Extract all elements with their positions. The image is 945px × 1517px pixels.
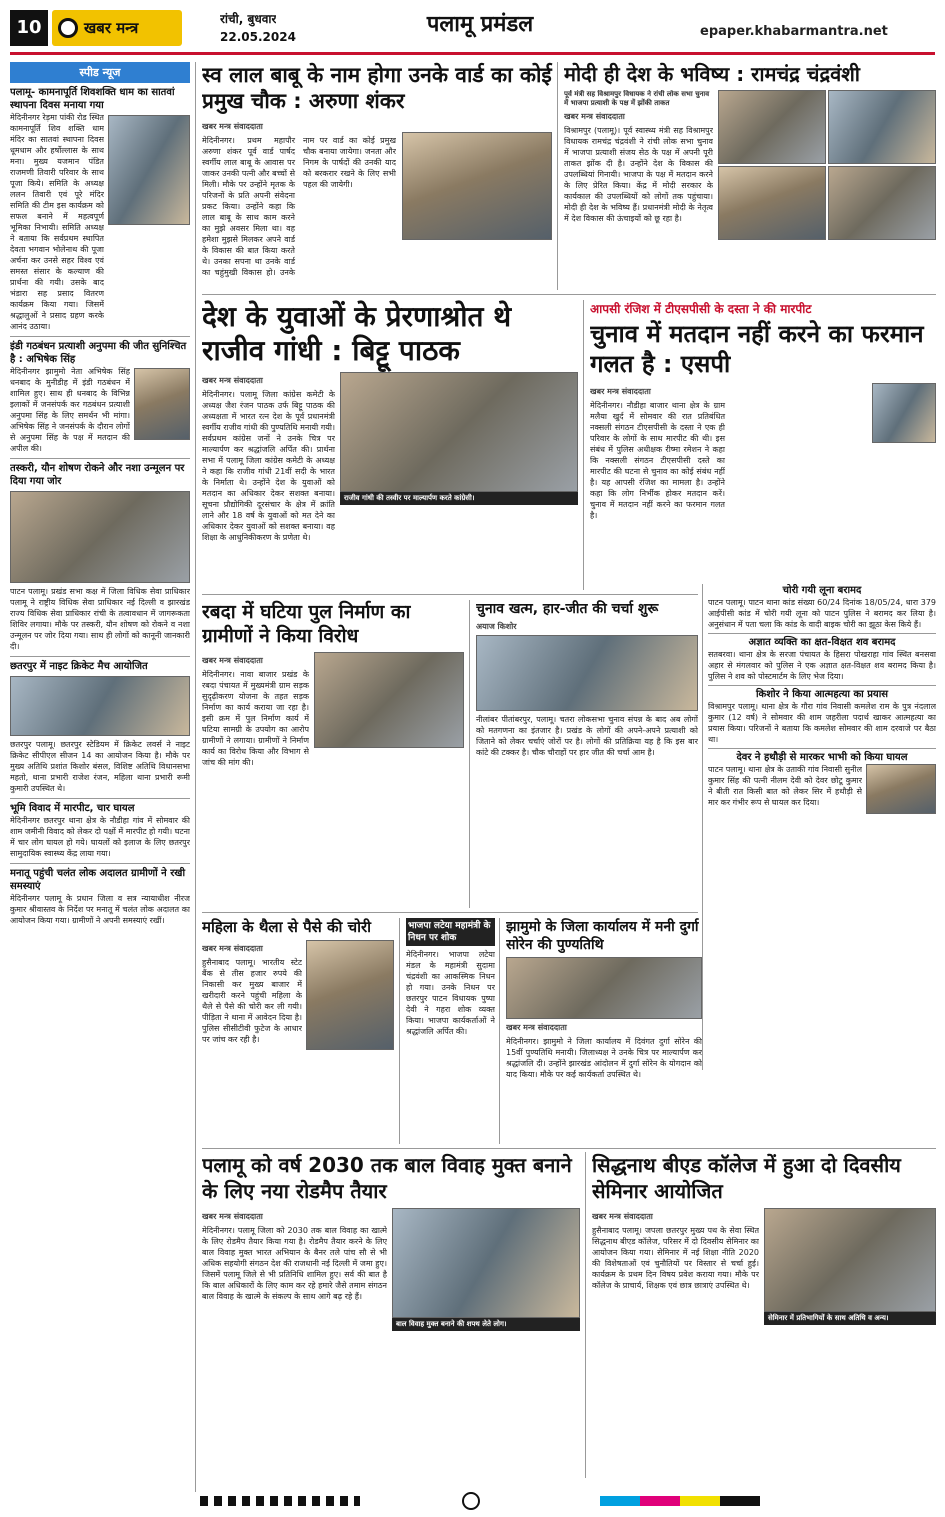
story-bridge [202, 600, 470, 908]
cricket-photo [10, 676, 190, 736]
row-divider-4 [202, 1148, 936, 1149]
brief-luna [708, 584, 936, 630]
hammer-photo [866, 764, 936, 814]
election-photo [476, 635, 698, 711]
seminar-caption: सेमिनार में प्रतिभागियों के साथ अतिथि व अन्य। [764, 1312, 936, 1325]
collage-photo-3 [718, 166, 826, 240]
story-lal-babu-headline: स्व लाल बाबू के नाम होगा उनके वार्ड का कोई प्रमुख चौक : अरुणा शंकर [202, 63, 552, 113]
bridge-photo [314, 652, 464, 748]
story-land-dispute-body: मेदिनीनगर छतरपुर थाना क्षेत्र के नौडीहा गांव में सोमवार की शाम जमीनी विवाद को लेकर दो पक्षों में मारपीट हो गयी। घटना में चार लोग घायल हो गये। घायलों को इलाज के लिए छतरपुर सामुदायिक स्वास्थ्य केंद्र लाया गया। [10, 816, 190, 858]
story-sp-kicker: आपसी रंजिश में टीएसपीसी के दस्ता ने की मारपीट [590, 302, 812, 316]
brief-suicide-attempt-title: किशोर ने किया आत्महत्या का प्रयास [755, 689, 889, 700]
story-sp-byline: खबर मन्त्र संवाददाता [590, 387, 651, 396]
story-rajiv-gandhi [202, 300, 584, 590]
story-jmm-byline: खबर मन्त्र संवाददाता [506, 1023, 567, 1032]
story-seminar-body: हुसैनाबाद पलामू। जपला छतरपुर मुख्य पथ के सेवा स्थित सिद्धनाथ बीएड कॉलेज, परिसर में दो दिवसीय सेमिनार का आयोजन किया गया। सेमिनार में नई शिक्षा नीति 2020 की विशेषताओं एवं चुनौतियों पर विस्तार से चर्चा हुई। कार्यक्रम के प्रथम दिन विषय प्रवेश कराया गया। मौके पर कॉलेज के प्राचार्य, शिक्षक एवं छात्र छात्राएं उपस्थित थे। [592, 1226, 759, 1290]
seminar-photo [764, 1208, 936, 1312]
footer-color-bar-left [200, 1496, 360, 1506]
brief-luna-title: चोरी गयी लूना बरामद [782, 585, 862, 596]
story-lal-babu [202, 62, 558, 290]
story-bjp-headline: भाजपा लटेया महामंत्री के निधन पर शोक [406, 918, 495, 946]
sp-photo [872, 383, 936, 443]
story-election [476, 600, 698, 908]
story-sp-body: मेदिनीनगर। नौडीहा बाजार थाना क्षेत्र के ग्राम मलैया खुर्द में सोमवार की रात प्रतिबंधित नक्सली संगठन टीएसपीसी के दस्ता ने एक ही परिवार के लोगों के साथ मारपीट की थी। इस संबंध में पुलिस अधीक्षक रीष्मा रमेशन ने कहा कि नक्सली संगठन टीएसपीसी दस्ते का मारपीट की घटना से चुनाव का कोई संबंध नहीं है। यह आपसी रंजिश का मामला है। उन्होंने कहा कि लोग निर्भीक होकर मतदान करें। चुनाव में मतदान नहीं करने का फरमान गलत है। [590, 401, 725, 520]
story-bridge-headline: रबदा में घटिया पुल निर्माण का ग्रामीणों ने किया विरोध [202, 601, 411, 647]
row-divider-2 [202, 594, 698, 595]
story-legal-camp-body: पाटन पलामू। प्रखंड सभा कक्ष में जिला विधिक सेवा प्राधिकार पलामू ने राष्ट्रीय विधिक सेवा प्राधिकार नई दिल्ली व झारखंड राज्य विधिक सेवा प्राधिकार रांची के तत्वावधान में जागरूकता शिविर लगाया। मौके पर तस्करी, यौन शोषण को रोकने व नशा उन्मूलन पर जोर दिया गया। साथ ही लोगों को कानूनी जानकारी दी। [10, 587, 190, 651]
story-child-marriage [202, 1152, 586, 1478]
header-date: 22.05.2024 [220, 30, 296, 44]
story-child-marriage-body: मेदिनीनगर। पलामू जिला को 2030 तक बाल विवाह का खात्मे के लिए रोडमैप तैयार किया गया है। रोडमैप तैयार करने के लिए बाल विवाह मुक्त भारत अभियान के बैनर तले पांच सौ से भी अधिक सहयोगी संगठन देश की राजधानी नई दिल्ली में जमा हुए। जिसमें पलामू जिले से भी प्रतिनिधि शामिल हुए। सर्व की बात है कि बाल अधिकारों के लिए काम कर रहे हमारे जैसे तमाम संगठन बाल विवाह के खात्मे के संकल्प के साथ आगे बढ़ रहे हैं। [202, 1226, 387, 1301]
seminar-photo-block [764, 1208, 936, 1325]
story-modi-future-headline: मोदी ही देश के भविष्य : रामचंद्र चंद्रवंशी [564, 62, 860, 86]
brief-suicide-attempt [708, 685, 936, 745]
story-lok-adalat-title: मनातू पहुंची चलंत लोक अदालत ग्रामीणों ने रखी समस्याएं [10, 868, 186, 892]
story-bjp [406, 918, 500, 1144]
story-theft-headline: महिला के थैला से पैसे की चोरी [202, 918, 372, 936]
story-anupama-title: इंडी गठबंधन प्रत्याशी अनुपमा की जीत सुनिश्चित है : अभिषेक सिंह [10, 341, 187, 365]
child-marriage-caption: बाल विवाह मुक्त बनाने की शपथ लेते लोग। [392, 1318, 580, 1331]
story-rajiv-gandhi-body: मेदिनीनगर। पलामू जिला कांग्रेस कमेटी के अध्यक्ष जैश रंजन पाठक उर्फ बिट्टू पाठक की अध्यक्षता में भारत रत्न देश के पूर्व प्रधानमंत्री स्वर्गीय राजीव गांधी की पुण्यतिथि मनायी गयी। सर्वप्रथम कांग्रेस जनों ने उनके चित्र पर माल्यार्पण कर श्रद्धांजलि अर्पित की। प्रार्थना सभा में पलामू जिला कांग्रेस कमेटी के अध्यक्ष ने कहा कि राजीव गांधी 21वीं सदी के भारत के निर्माता थे। उन्होंने देश के युवाओं को मतदान का अधिकार देकर सशक्त बनाया। सूचना प्रौद्योगिकी दूरसंचार के क्षेत्र में क्रांति लाने और 18 वर्ष के युवाओं को मत देने का अधिकार देकर युवाओं को सशक्त बनाया। वह शिक्षा के आधुनिकीकरण के प्रणेता थे। [202, 390, 335, 542]
collage-photo-1 [718, 90, 826, 164]
section-title: पलामू प्रमंडल [426, 12, 534, 37]
brand-logo [52, 10, 182, 46]
story-election-headline: चुनाव खत्म, हार-जीत की चर्चा शुरू [476, 601, 659, 617]
story-bridge-body: मेदिनीनगर। नावा बाजार प्रखंड के रबदा पंचायत में मुख्यमंत्री ग्राम सड़क सुदृढ़ीकरण योजना के तहत सड़क निर्माण का कार्य कराया जा रहा है। इसी क्रम में पुल निर्माण कार्य में घटिया सामग्री के उपयोग का आरोप ग्रामीणों ने लगाया। ग्रामीणों ने निर्माण कार्य का विरोध किया और विभाग से जांच की मांग की। [202, 670, 309, 767]
story-seminar-headline: सिद्धनाथ बीएड कॉलेज में हुआ दो दिवसीय सेमिनार आयोजित [592, 1153, 901, 1203]
story-temple-title: पलामू- कामनापूर्ति शिवशक्ति धाम का सातवां स्थापना दिवस मनाया गया [10, 87, 175, 111]
brief-body-found-title: अज्ञात व्यक्ति का क्षत-विक्षत शव बरामद [748, 637, 896, 648]
story-cricket [10, 656, 190, 794]
story-temple [10, 86, 190, 332]
story-modi-future-body: विश्रामपुर (पलामू)। पूर्व स्वास्थ्य मंत्री सह विश्रामपुर विधायक रामचंद्र चंद्रवंशी ने रांची लोक सभा चुनाव में भाजपा प्रत्याशी संजय सेठ के पक्ष में अपनी पूरी ताकत झोंक दी है। उन्होंने देश के विकास की उपलब्धियां गिनायी। भाजपा के पक्ष में मतदान करने के लिए प्रेरित किया। केंद्र में मोदी सरकार के कार्यकाल की उपलब्धियों को लोगों तक पहुंचाया। मोदी ही देश के भविष्य हैं। प्रधानमंत्री मोदी के नेतृत्व में देश विकास की ऊंचाइयों को छू रहा है। [564, 126, 713, 223]
brief-hammer-attack [708, 748, 936, 814]
right-briefs [702, 584, 936, 1070]
story-rajiv-gandhi-byline: खबर मन्त्र संवाददाता [202, 376, 263, 385]
rajiv-photo-block [340, 372, 578, 505]
left-column [10, 62, 196, 1492]
story-land-dispute-title: भूमि विवाद में मारपीट, चार घायल [10, 803, 135, 814]
child-marriage-photo-block [392, 1208, 580, 1331]
page-header [0, 0, 945, 56]
story-jmm [506, 918, 702, 1144]
story-legal-camp [10, 458, 190, 652]
collage-photo-4 [828, 166, 936, 240]
row-divider-3 [202, 912, 698, 913]
story-seminar-byline: खबर मन्त्र संवाददाता [592, 1212, 653, 1221]
story-sp-headline: चुनाव में मतदान नहीं करने का फरमान गलत है : एसपी [590, 320, 924, 378]
brief-hammer-attack-title: देवर ने हथौड़ी से मारकर भाभी को किया घायल [736, 752, 908, 763]
legal-camp-photo [10, 491, 190, 583]
story-child-marriage-headline: पलामू को वर्ष 2030 तक बाल विवाह मुक्त बनाने के लिए नया रोडमैप तैयार [202, 1153, 572, 1203]
story-sp-statement [590, 300, 936, 580]
story-lal-babu-body: मेदिनीनगर। प्रथम महापौर अरुणा शंकर पूर्व वार्ड पार्षद स्वर्गीय लाल बाबू के आवास पर जाकर उनकी पत्नी और बच्चों से मिली। मौके पर उन्होंने मृतक के परिजनों के प्रति अपनी संवेदना प्रकट किया। उन्होंने कहा कि लाल बाबू के साथ काम करने का मुझे अवसर मिला था। वह हमेशा मुझसे मिलकर अपने वार्ड के विकास की बात किया करते थे। उनका सपना था उनके वार्ड का चहुंमुखी विकास हो। उनके नाम पर वार्ड का कोई प्रमुख चौक बनाया जायेगा। जनता और निगम के पार्षदों की उनकी याद को बरकरार रखने के लिए सभी पहल की जायेगी। [202, 136, 396, 277]
story-rajiv-gandhi-headline: देश के युवाओं के प्रेरणाश्रोत थे राजीव गांधी : बिट्टू पाठक [202, 300, 512, 367]
brief-body-found [708, 633, 936, 682]
brief-body-found-body: सतबरवा। थाना क्षेत्र के सरजा पंचायत के हिसरा पोखराहा गांव स्थित बनसवा अहार से मंगलवार को पुलिस ने एक अज्ञात क्षत-विक्षत शव बरामद किया है। पुलिस ने शव को पोस्टमार्टम के लिए भेज दिया। [708, 650, 936, 681]
story-theft-byline: खबर मन्त्र संवाददाता [202, 944, 263, 953]
story-legal-camp-title: तस्करी, यौन शोषण रोकने और नशा उन्मूलन पर दिया गया जोर [10, 463, 185, 487]
site-url[interactable]: epaper.khabarmantra.net [700, 24, 888, 39]
story-land-dispute [10, 798, 190, 859]
jmm-photo [506, 957, 702, 1019]
story-seminar [592, 1152, 936, 1478]
story-anupama [10, 336, 190, 454]
story-theft [202, 918, 400, 1144]
story-jmm-headline: झामुमो के जिला कार्यालय में मनी दुर्गा सोरेन की पुण्यतिथि [506, 919, 699, 953]
brand-name: खबर मन्त्र [84, 19, 139, 37]
story-bjp-body: मेदिनीनगर। भाजपा लटेया मंडल के महामंत्री सुदामा चंद्रवंशी का आकस्मिक निधन हो गया। उनके निधन पर छतरपुर पाटन विधायक पुष्पा देवी ने गहरा शोक व्यक्त किया। भाजपा कार्यकर्ताओं ने श्रद्धांजलि अर्पित की। [406, 950, 495, 1036]
brand-icon [58, 18, 78, 38]
story-jmm-body: मेदिनीनगर। झामुमो ने जिला कार्यालय में दिवंगत दुर्गा सोरेन की 15वीं पुण्यतिथि मनायी। जिलाध्यक्ष ने उनके चित्र पर माल्यार्पण कर श्रद्धांजलि दी। उन्होंने झारखंड आंदोलन में दुर्गा सोरेन के योगदान को याद किया। मौके पर कई कार्यकर्ता उपस्थित थे। [506, 1037, 702, 1079]
story-temple-body: मेदिनीनगर रेड़मा पांकी रोड स्थित कामनापूर्ति शिव शक्ति धाम मंदिर का सातवां स्थापना दिवस धूमधाम और हर्षोल्लास के साथ मना। मुख्य यजमान पंडित राजमणी तिवारी परिवार के साथ पूजा किये। समिति के अध्यक्ष ललन तिवारी एवं पूरे मंदिर समिति की टीम इस कार्यक्रम को सफल बनाने में महत्वपूर्ण भूमिका निभायी। समिति अध्यक्ष ने बताया कि सर्वप्रथम स्थापित देवता भगवान भोलेनाथ की पूजा अर्चना कर उनसे सहर विश्व एवं समस्त संसार के कल्याण की प्रार्थना की गयी। उसके बाद भंडारा सह प्रसाद वितरण कार्यक्रम किया गया। जिसमें श्रद्धालुओं ने प्रसाद ग्रहण करके आनंद उठाया। [10, 113, 104, 331]
footer-color-bar-right [600, 1496, 760, 1506]
story-election-body: नीलांबर पीतांबरपुर, पलामू। चतरा लोकसभा चुनाव संपन्न के बाद अब लोगों को मतगणना का इंतजार है। प्रखंड के लोगों की अपने-अपने प्रत्याशी को जिताने को लेकर चर्चाएं जोरों पर है। लोगों की प्रतिक्रिया यह है कि इस बार कांटे की टक्कर है। चौक चौराहों पर हार जीत की चर्चा आम है। [476, 715, 698, 757]
story-cricket-body: छतरपुर पलामू। छतरपुर स्टेडियम में क्रिकेट लवर्स ने नाइट क्रिकेट सीपीएल सीजन 14 का आयोजन किया है। मौके पर मुख्य अतिथि प्रशांत किशोर बंसल, विशिष्ट अतिथि विधानसभा महतो, थाना प्रभारी राजेश रंजन, महिला थाना प्रभारी रूमी कुमारी उपस्थित थे। [10, 740, 190, 793]
rajiv-photo-caption: राजीव गांधी की तस्वीर पर माल्यार्पण करते कांग्रेसी। [340, 492, 578, 505]
story-anupama-body: मेदिनीनगर झामुमो नेता अभिषेक सिंह धनबाद के मुनीडीह में इंडी गठबंधन में शामिल हुए। साथ ही धनबाद के विभिन्न इलाकों में जनसंपर्क कर गठबंधन प्रत्याशी अनुपमा सिंह के लिए समर्थन भी मांगा। अभिषेक सिंह ने जनसंपर्क के दौरान लोगों से अनुपमा सिंह के पक्ष में मतदान की अपील की। [10, 367, 130, 453]
header-rule [10, 52, 935, 55]
story-lal-babu-byline: खबर मन्त्र संवाददाता [202, 122, 263, 131]
story-cricket-title: छतरपुर में नाइट क्रिकेट मैच आयोजित [10, 661, 148, 672]
abhishek-photo [134, 368, 190, 440]
brief-luna-body: पाटन पलामू। पाटन थाना कांड संख्या 60/24 दिनांक 18/05/24, धारा 379 आईपीसी कांड में चोरी गयी लूना को पाटन पुलिस ने बरामद कर लिया है। अनुसंधान में पता चला कि कांड के वादी बाइक चोरी का झूठा केस किये हैं। [708, 598, 936, 629]
theft-photo [306, 940, 394, 1050]
story-modi-future-byline: खबर मन्त्र संवाददाता [564, 112, 625, 121]
rajiv-photo [340, 372, 578, 492]
footer-registration-mark [462, 1492, 480, 1510]
story-modi-future-caption: पूर्व मंत्री सह विश्रामपुर विधायक ने रांची लोक सभा चुनाव में भाजपा प्रत्याशी के पक्ष में झोंकी ताकत [564, 90, 710, 107]
story-child-marriage-byline: खबर मन्त्र संवाददाता [202, 1212, 263, 1221]
collage-photo-2 [828, 90, 936, 164]
brief-suicide-attempt-body: विश्रामपुर पलामू। थाना क्षेत्र के गौरा गांव निवासी कमलेश राम के पुत्र नंदलाल कुमार (12 वर्ष) ने सोमवार की शाम जहरीला पदार्थ खाकर आत्महत्या का प्रयास किया। परिजनों ने बताया कि कमलेश सोमवार की शाम दरवाजे पर बैठा था। [708, 702, 936, 744]
brief-hammer-attack-body: पाटन पलामू। थाना क्षेत्र के उताकी गांव निवासी सुनील कुमार सिंह की पत्नी नीलम देवी को देवर छोटू कुमार ने बीती रात किसी बात को लेकर सिर में हथौड़ी से मार कर गंभीर रूप से घायल कर दिया। [708, 765, 862, 807]
story-theft-body: हुसैनाबाद पलामू। भारतीय स्टेट बैंक से तीस हजार रुपये की निकासी कर मुख्य बाजार में खरीदारी करने पहुंची महिला के थैले से पैसे की चोरी कर ली गयी। पीड़िता ने थाना में आवेदन दिया है। पुलिस सीसीटीवी फुटेज के आधार पर जांच कर रही है। [202, 958, 302, 1044]
row-divider-1 [202, 294, 936, 295]
story-modi-future [564, 62, 936, 290]
story-election-byline: अयाज किशोर [476, 622, 517, 631]
lal-babu-photo [402, 132, 552, 240]
page-number: 10 [10, 10, 48, 46]
story-bridge-byline: खबर मन्त्र संवाददाता [202, 656, 263, 665]
header-city-day: रांची, बुधवार [220, 12, 277, 26]
speed-news-banner: स्पीड न्यूज [10, 62, 190, 83]
temple-photo [108, 115, 190, 225]
child-marriage-photo [392, 1208, 580, 1318]
story-lok-adalat-body: मेदिनीनगर पलामू के प्रधान जिला व सत्र न्यायाधीश नीरज कुमार श्रीवास्तव के निर्देश पर मनातू में चलंत लोक अदालत का आयोजन किया गया। ग्रामीणों ने अपनी समस्याएं रखीं। [10, 894, 190, 925]
modi-photo-collage [718, 90, 936, 240]
story-lok-adalat [10, 863, 190, 926]
